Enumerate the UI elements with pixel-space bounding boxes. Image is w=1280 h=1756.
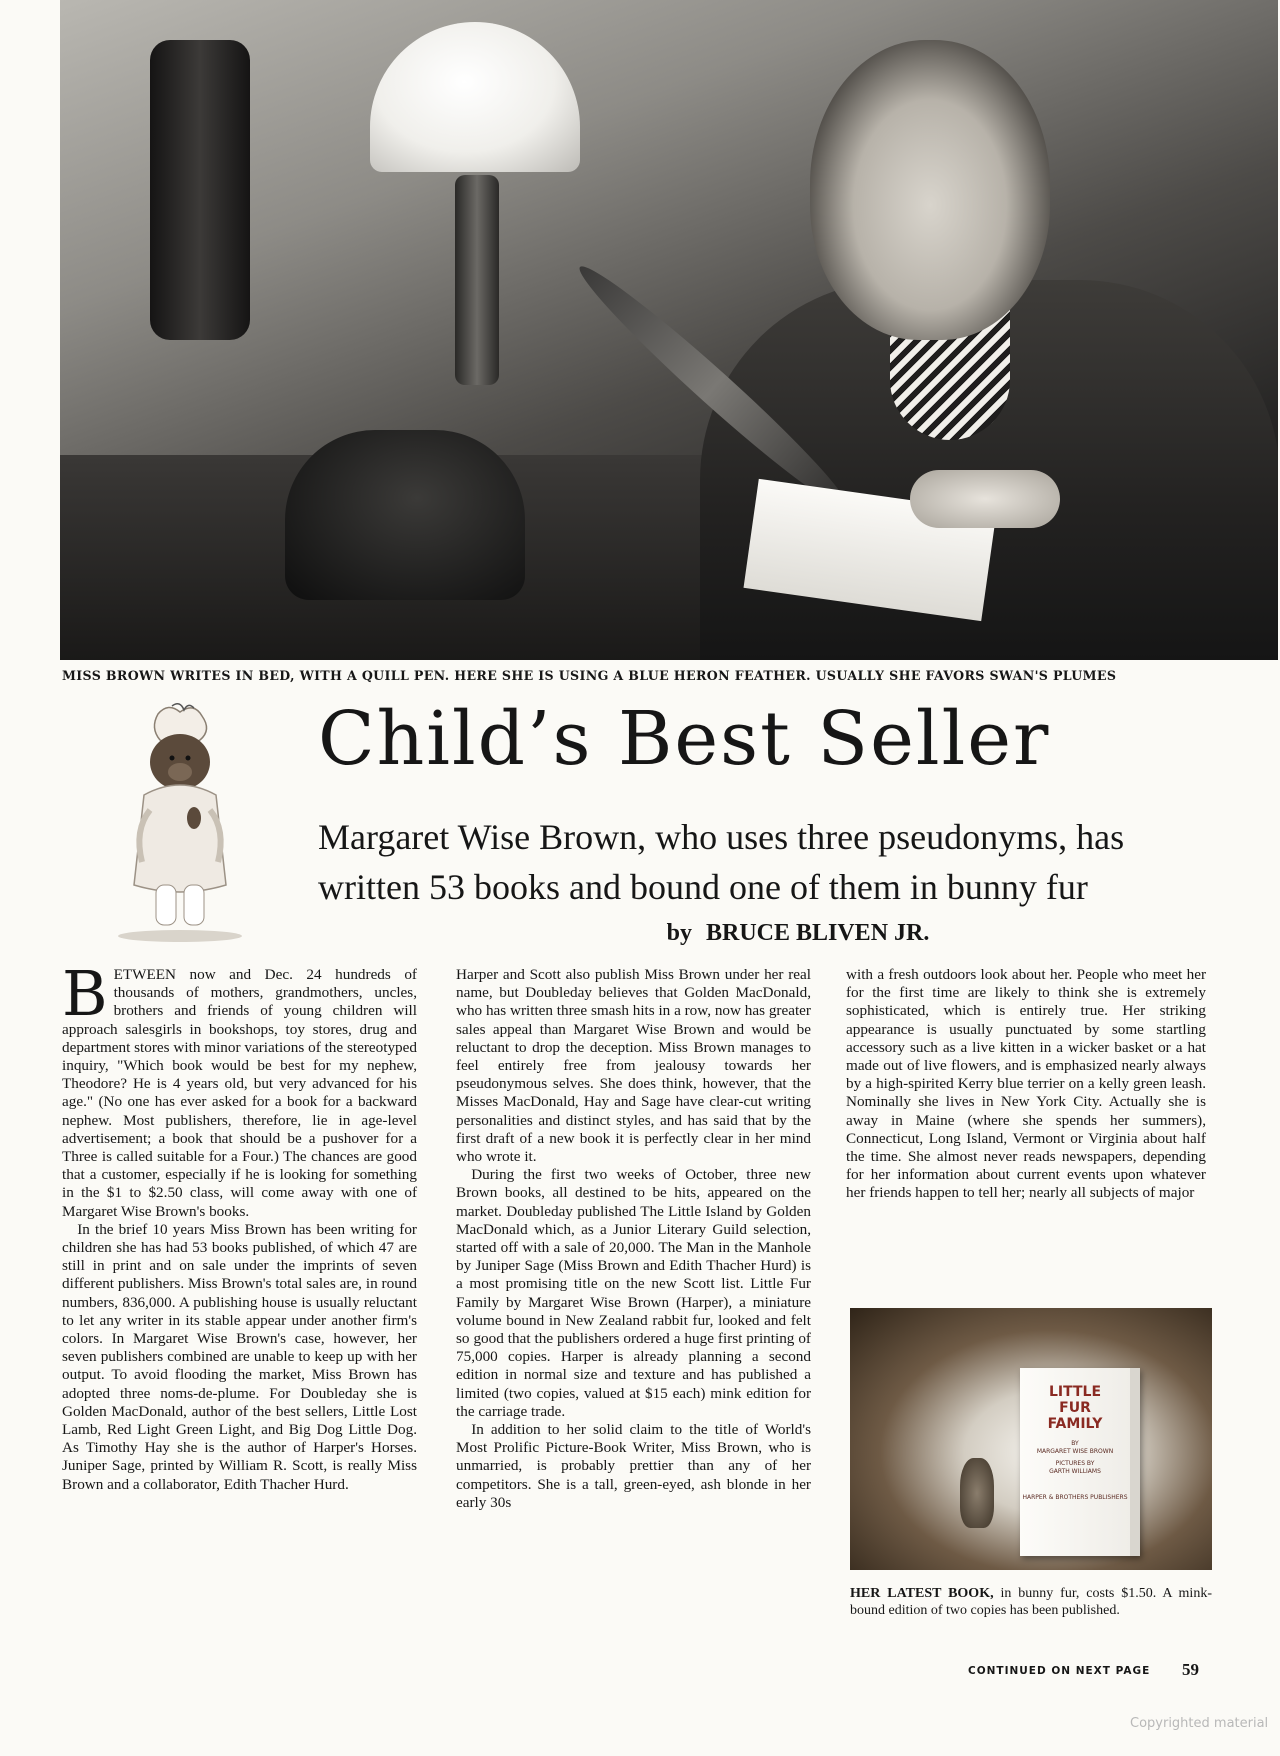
- paragraph: with a fresh outdoors look about her. People who meet her for the first time are likely to think she is extremely sophisticated, which is entirely true. Her striking appearance is usually punctuated by some startling accessory such as a live kitten in a wicker basket or a hat made out of live flowers, and is emphasized nearly always by a high-spirited Kerry blue terrier on a kelly green leash. Nominally she lives in New York City. Actually she is away in Maine (where she spends her summers), Connecticut, Long Island, Vermont or Virginia about half the time. She almost never reads newspapers, depending for her information about current events upon whatever her friends happen to tell her; nearly all subjects of major: [846, 966, 1206, 1202]
- subtitle-line-1: Margaret Wise Brown, who uses three pseudonyms, has: [318, 817, 1125, 857]
- book-author: MARGARET WISE BROWN: [1036, 1448, 1114, 1455]
- article-subtitle: [318, 812, 1278, 912]
- book-title-line: FUR: [1059, 1400, 1091, 1416]
- book-title-line: FAMILY: [1047, 1416, 1103, 1432]
- byline-author: BRUCE BLIVEN JR.: [705, 920, 930, 946]
- book-by: BY: [1071, 1440, 1079, 1447]
- book-photo: [850, 1308, 1212, 1570]
- continued-notice: CONTINUED ON NEXT PAGE: [968, 1665, 1151, 1677]
- photo-hand: [910, 470, 1060, 528]
- book-title-line: LITTLE: [1048, 1384, 1102, 1400]
- book-pictures-by: PICTURES BY: [1055, 1460, 1095, 1467]
- paragraph: [62, 957, 417, 1221]
- paragraph-text: ETWEEN now and Dec. 24 hundreds of thousands of mothers, grandmothers, uncles, brothers and friends of young children will approach salesgirls in bookshops, toy stores, drug and department stores with minor variations of the stereotyped inquiry, "Which book would be best for my nephew, Theodore? He is 4 years old, but very advanced for his age." (No one has ever asked for a book for a backward nephew. Most publishers, therefore, lie in age-level advertisement; a book that should be a pushover for a Three is called suitable for a Four.) The chances are good that a customer, especially if he is looking for something in the $1 to $2.50 class, will come away with one of Margaret Wise Brown's books.: [62, 966, 417, 1220]
- photo-telephone: [285, 430, 525, 600]
- book-illustrator: GARTH WILLIAMS: [1049, 1468, 1101, 1475]
- mouse-figure: [960, 1458, 994, 1528]
- photo-lamp-bottle: [150, 40, 250, 340]
- text-column-2: [456, 966, 811, 1512]
- photo-lamp-stem: [455, 175, 499, 385]
- book-caption-text: in bunny fur, costs $1.50. A mink-bound edition of two copies has been published.: [850, 1586, 1212, 1618]
- subtitle-line-2: written 53 books and bound one of them in bunny fur: [318, 867, 1088, 907]
- copyright-watermark: Copyrighted material: [1130, 1716, 1269, 1731]
- book-cover: [1020, 1368, 1140, 1556]
- bear-illustration: [100, 700, 260, 945]
- paragraph: During the first two weeks of October, three new Brown books, all destined to be hits, appeared on the market. Doubleday published The Little Island by Golden MacDonald which, as a Junior Literary Guild selection, started off with a sale of 20,000. The Man in the Manhole by Juniper Sage (Miss Brown and Edith Thacher Hurd) is a most promising title on the new Scott list. Little Fur Family by Margaret Wise Brown (Harper), a miniature volume bound in New Zealand rabbit fur, looked and felt so good that the publishers ordered a huge first printing of 75,000 copies. Harper is already planning a second edition in normal size and texture and has published a limited (two copies, valued at $15 each) mink edition for the carriage trade.: [456, 1166, 811, 1420]
- book-caption-lead: HER LATEST BOOK,: [850, 1586, 994, 1601]
- byline: [318, 920, 1278, 947]
- article-title: Child’s Best Seller: [318, 696, 1051, 782]
- page-number: 59: [1182, 1660, 1199, 1679]
- photo-lamp-shade: [370, 22, 580, 172]
- drop-cap: B: [62, 957, 108, 1030]
- book-caption: [850, 1585, 1212, 1619]
- text-column-3: [846, 966, 1206, 1203]
- paragraph: In addition to her solid claim to the title of World's Most Prolific Picture-Book Writer, Miss Brown, who is unmarried, is probably prettier than any of her competitors. She is a tall, green-eyed, ash blonde in her early 30s: [456, 1421, 811, 1511]
- paragraph: In the brief 10 years Miss Brown has been writing for children she has had 53 books published, of which 47 are still in print and on sale under the imprints of seven different publishers. Miss Brown's total sales are, in round numbers, 836,000. A publishing house is usually reluctant to let any writer in its stable appear under another firm's colors. In Margaret Wise Brown's case, however, her seven publishers combined are unable to keep up with her output. To avoid flooding the market, Miss Brown has adopted three noms-de-plume. For Doubleday she is Golden MacDonald, author of the best sellers, Little Lost Lamb, Red Light Green Light, and Big Dog Little Dog. As Timothy Hay she is the author of Harper's Horses. Juniper Sage, printed by William R. Scott, is really Miss Brown and a collaborator, Edith Thacher Hurd.: [62, 1220, 417, 1493]
- photo-caption: MISS BROWN WRITES IN BED, WITH A QUILL PEN. HERE SHE IS USING A BLUE HERON FEATHER. USUALLY SHE FAVORS SWAN'S PLUMES: [62, 668, 1117, 683]
- byline-prefix: by: [666, 920, 692, 946]
- book-publisher: HARPER & BROTHERS PUBLISHERS: [1022, 1494, 1128, 1501]
- photo-woman-head: [810, 40, 1050, 340]
- text-column-1: [62, 957, 417, 1494]
- hero-photo: [60, 0, 1278, 660]
- paragraph: Harper and Scott also publish Miss Brown under her real name, but Doubleday believes that Golden MacDonald, who has written three smash hits in a row, now has greater sales appeal than Margaret Wise Brown and would be reluctant to drop the deception. Miss Brown manages to feel entirely free from jealousy towards her pseudonymous selves. She does think, however, that the Misses MacDonald, Hay and Sage have clear-cut writing personalities and distinct styles, and has said that by the first draft of a new book it is perfectly clear in her mind who wrote it.: [456, 966, 811, 1166]
